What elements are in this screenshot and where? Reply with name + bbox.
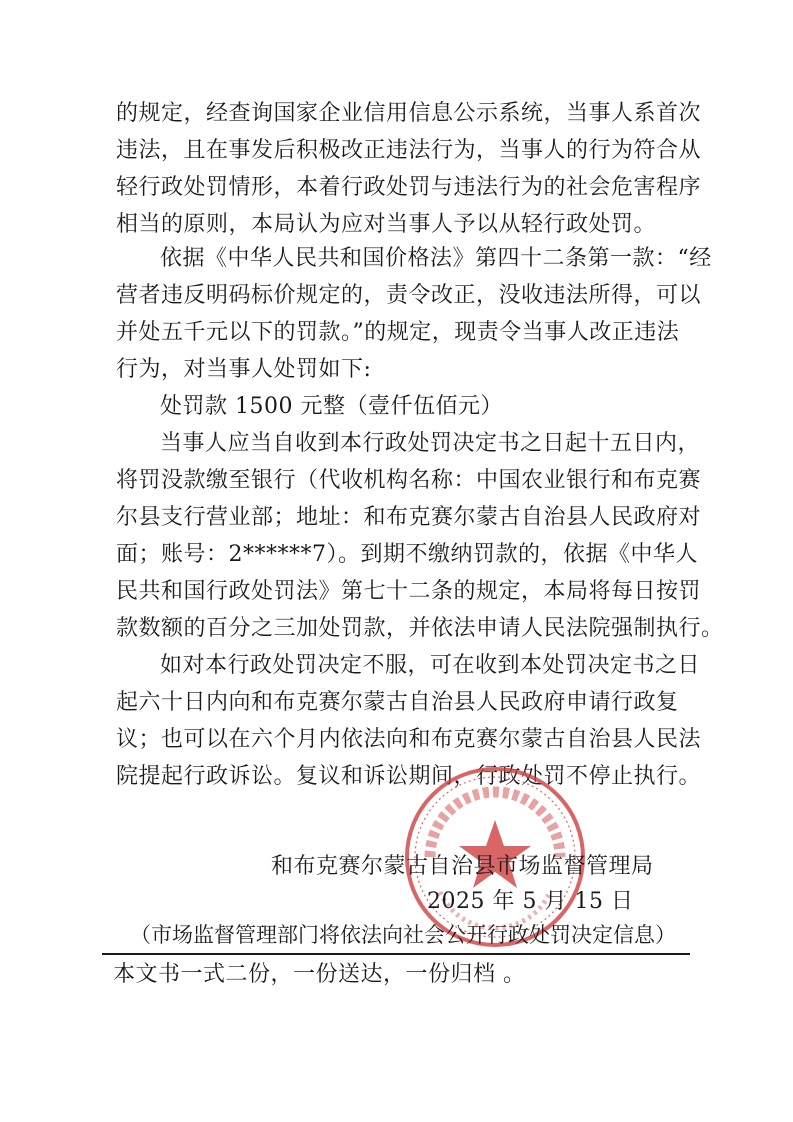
body-line-11: 将罚没款缴至银行（代收机构名称：中国农业银行和布克赛 bbox=[116, 468, 702, 493]
body-line-19: 院提起行政诉讼。复议和诉讼期间，行政处罚不停止执行。 bbox=[116, 764, 702, 789]
body-line-2: 违法，且在事发后积极改正违法行为，当事人的行为符合从 bbox=[116, 138, 702, 163]
penalty-amount-line: 处罚款 1500 元整（壹仟伍佰元） bbox=[160, 394, 503, 419]
body-line-12: 尔县支行营业部；地址：和布克赛尔蒙古自治县人民政府对 bbox=[116, 505, 702, 530]
body-line-16: 如对本行政处罚决定不服，可在收到本处罚决定书之日 bbox=[160, 653, 701, 678]
body-line-15: 款数额的百分之三加处罚款，并依法申请人民法院强制执行。 bbox=[116, 616, 724, 641]
body-line-5: 依据《中华人民共和国价格法》第四十二条第一款：“经 bbox=[160, 246, 712, 271]
decision-date: 2025 年 5 月 15 日 bbox=[427, 889, 634, 914]
body-line-13: 面；账号：2******7）。到期不缴纳罚款的，依据《中华人 bbox=[116, 542, 698, 567]
body-line-14: 民共和国行政处罚法》第七十二条的规定，本局将每日按罚 bbox=[116, 579, 702, 604]
body-line-8: 行为，对当事人处罚如下: bbox=[116, 357, 372, 382]
body-line-7: 并处五千元以下的罚款。”的规定，现责令当事人改正违法 bbox=[116, 320, 680, 345]
body-line-3: 轻行政处罚情形，本着行政处罚与违法行为的社会危害程序 bbox=[116, 175, 702, 200]
body-line-10: 当事人应当自收到本行政处罚决定书之日起十五日内， bbox=[160, 431, 701, 456]
body-line-6: 营者违反明码标价规定的，责令改正，没收违法所得，可以 bbox=[116, 283, 702, 308]
body-line-4: 相当的原则，本局认为应对当事人予以从轻行政处罚。 bbox=[116, 212, 657, 237]
disclosure-notice: （市场监督管理部门将依法向社会公开行政处罚决定信息） bbox=[130, 923, 676, 947]
issuing-authority: 和布克赛尔蒙古自治县市场监督管理局 bbox=[271, 854, 654, 879]
body-line-1: 的规定，经查询国家企业信用信息公示系统，当事人系首次 bbox=[116, 101, 702, 126]
body-line-17: 起六十日内向和布克赛尔蒙古自治县人民政府申请行政复 bbox=[116, 690, 679, 715]
divider-rule bbox=[102, 953, 690, 955]
body-line-18: 议；也可以在六个月内依法向和布克赛尔蒙古自治县人民法 bbox=[116, 727, 702, 752]
copies-note: 本文书一式二份，一份送达，一份归档 。 bbox=[113, 962, 526, 987]
